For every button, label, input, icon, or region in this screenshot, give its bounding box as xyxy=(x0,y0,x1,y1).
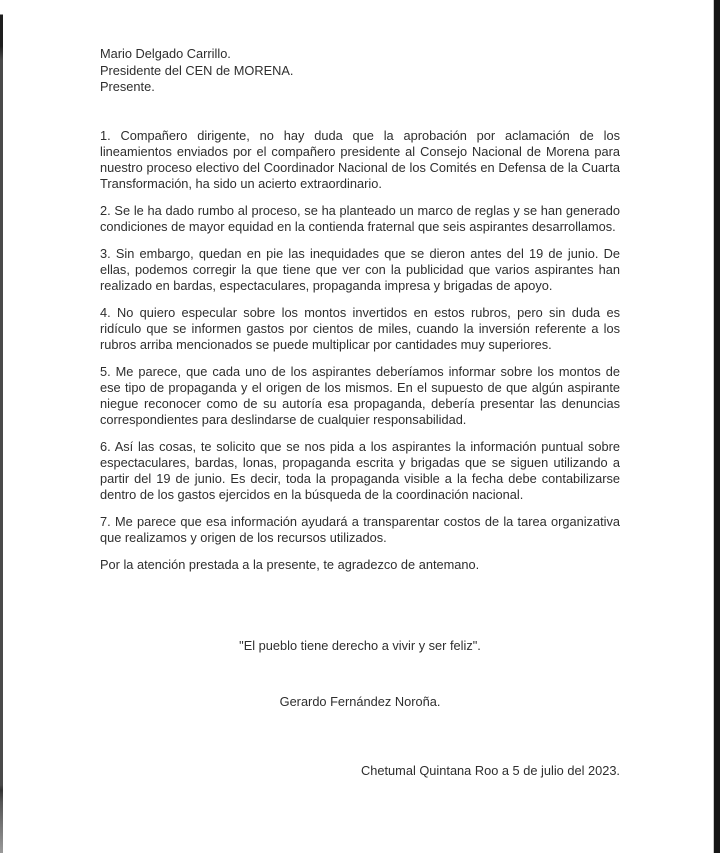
scan-artifact-right-edge xyxy=(713,0,720,853)
motto-quote: "El pueblo tiene derecho a vivir y ser feliz". xyxy=(239,637,481,653)
signature-name: Gerardo Fernández Noroña. xyxy=(279,693,441,709)
letter-paragraph-6: 6. Así las cosas, te solicito que se nos pida a los aspirantes la información puntual sobre espectaculares, bardas, lonas, propaganda escrita y brigadas que se siguen utilizando a partir del 19 de junio. Es decir, toda la propaganda visible a la fecha debe contabilizarse dentro de los gastos ejercidos en la búsqueda de la coordinación nacional. xyxy=(100,438,620,502)
date-line: Chetumal Quintana Roo a 5 de julio del 2023. xyxy=(361,762,620,778)
letter-body xyxy=(100,46,620,779)
letter-paragraph-7: 7. Me parece que esa información ayudará a transparentar costos de la tarea organizativa que realizamos y origen de los recursos utilizados. xyxy=(100,513,620,545)
recipient-salutation: Presente. xyxy=(100,79,155,94)
closing-line: Por la atención prestada a la presente, te agradezco de antemano. xyxy=(100,556,480,572)
recipient-block xyxy=(100,46,620,96)
letter-paragraph-4: 4. No quiero especular sobre los montos invertidos en estos rubros, pero sin duda es ridículo que se informen gastos por cientos de miles, cuando la inversión referente a los rubros arriba mencionados se puede multiplicar por cantidades muy superiores. xyxy=(100,304,620,352)
letter-paragraph-3: 3. Sin embargo, quedan en pie las inequidades que se dieron antes del 19 de junio. De ellas, podemos corregir la que tiene que ver con la publicidad que varios aspirantes han realizado en bardas, espectaculares, propaganda impresa y brigadas de apoyo. xyxy=(100,245,620,293)
letter-paragraph-2: 2. Se le ha dado rumbo al proceso, se ha planteado un marco de reglas y se han generado condiciones de mayor equidad en la contienda fraternal que seis aspirantes desarrollamos. xyxy=(100,202,620,234)
letter-paragraph-5: 5. Me parece, que cada uno de los aspirantes deberíamos informar sobre los montos de ese tipo de propaganda y el origen de los mismos. En el supuesto de que algún aspirante niegue reconocer como de su autoría esa propaganda, debería presentar las denuncias correspondientes para deslindarse de cualquier responsabilidad. xyxy=(100,363,620,427)
letter-paragraph-1: 1. Compañero dirigente, no hay duda que la aprobación por aclamación de los lineamientos enviados por el compañero presidente al Consejo Nacional de Morena para nuestro proceso electivo del Coordinador Nacional de los Comités en Defensa de la Cuarta Transformación, ha sido un acierto extraordinario. xyxy=(100,127,620,191)
recipient-title: Presidente del CEN de MORENA. xyxy=(100,62,294,78)
scan-artifact-left-edge xyxy=(0,0,3,853)
recipient-name: Mario Delgado Carrillo. xyxy=(100,46,231,61)
